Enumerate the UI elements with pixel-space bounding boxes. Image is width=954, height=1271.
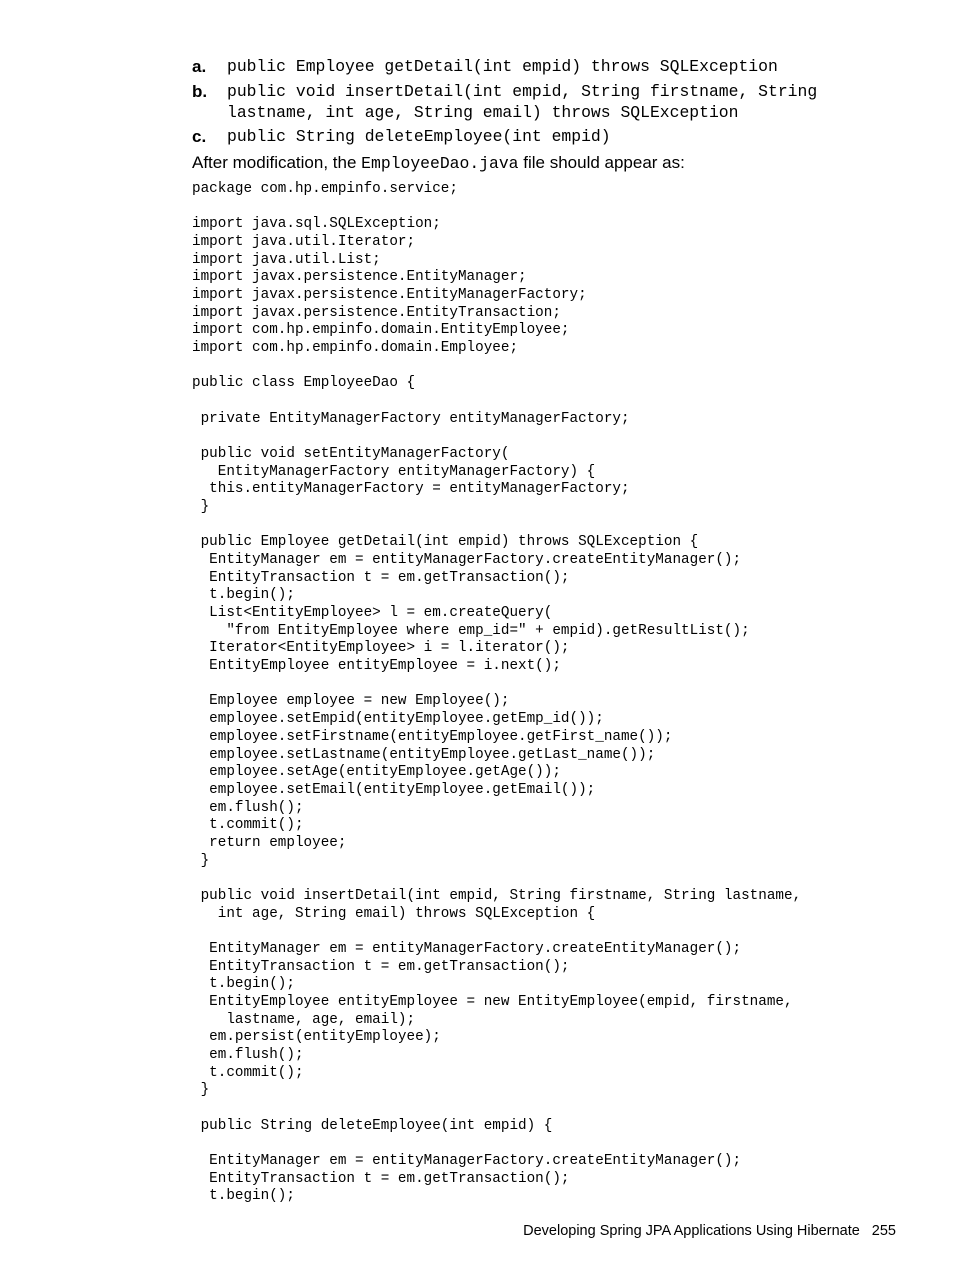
list-marker: c.	[192, 127, 207, 146]
intro-text-before: After modification, the	[192, 153, 362, 172]
list-marker: b.	[192, 82, 208, 101]
method-signature: public void insertDetail(int empid, String firstname, String lastname, int age, String email) throws SQLException	[227, 82, 828, 122]
code-listing: package com.hp.empinfo.service; import java.sql.SQLException; import java.util.Iterator; import java.util.List; import javax.persistence.EntityManager; import javax.persistence.EntityManagerFactory; import javax.persistence.EntityTransaction; import com.hp.empinfo.domain.EntityEmployee; import com.hp.empinfo.domain.Employee; public class EmployeeDao { private EntityManagerFactory entityManagerFactory; public void setEntityManagerFactory( EntityManagerFactory entityManagerFactory) { this.entityManagerFactory = entityManagerFactory; } public Employee getDetail(int empid) throws SQLException { EntityManager em = entityManagerFactory.createEntityManager(); EntityTransaction t = em.getTransaction(); t.begin(); List<EntityEmployee> l = em.createQuery( "from EntityEmployee where emp_id=" + empid).getResultList(); Iterator<EntityEmployee> i = l.iterator(); EntityEmployee entityEmployee = i.next(); Employee employee = new Employee(); employee.setEmpid(entityEmployee.getEmp_id()); employee.setFirstname(entityEmployee.getFirst_name()); employee.setLastname(entityEmployee.getLast_name()); employee.setAge(entityEmployee.getAge()); employee.setEmail(entityEmployee.getEmail()); em.flush(); t.commit(); return employee; } public void insertDetail(int empid, String firstname, String lastname, int age, String email) throws SQLException { EntityManager em = entityManagerFactory.createEntityManager(); EntityTransaction t = em.getTransaction(); t.begin(); EntityEmployee entityEmployee = new EntityEmployee(empid, firstname, lastname, age, email); em.persist(entityEmployee); em.flush(); t.commit(); } public String deleteEmployee(int empid) { EntityManager em = entityManagerFactory.createEntityManager(); EntityTransaction t = em.getTransaction(); t.begin();	[192, 181, 802, 1205]
page-footer	[523, 1222, 896, 1240]
list-item	[192, 56, 892, 78]
footer-title: Developing Spring JPA Applications Using Hibernate	[523, 1223, 860, 1239]
list-item	[192, 81, 892, 123]
file-name: EmployeeDao.java	[361, 154, 519, 173]
method-signature: public String deleteEmployee(int empid)	[227, 127, 611, 146]
method-signature: public Employee getDetail(int empid) throws SQLException	[227, 57, 778, 76]
page-number: 255	[871, 1223, 896, 1239]
list-item	[192, 126, 892, 148]
intro-text-after: file should appear as:	[518, 153, 685, 172]
list-marker: a.	[192, 57, 207, 76]
method-list	[192, 56, 892, 148]
intro-paragraph	[192, 152, 685, 175]
